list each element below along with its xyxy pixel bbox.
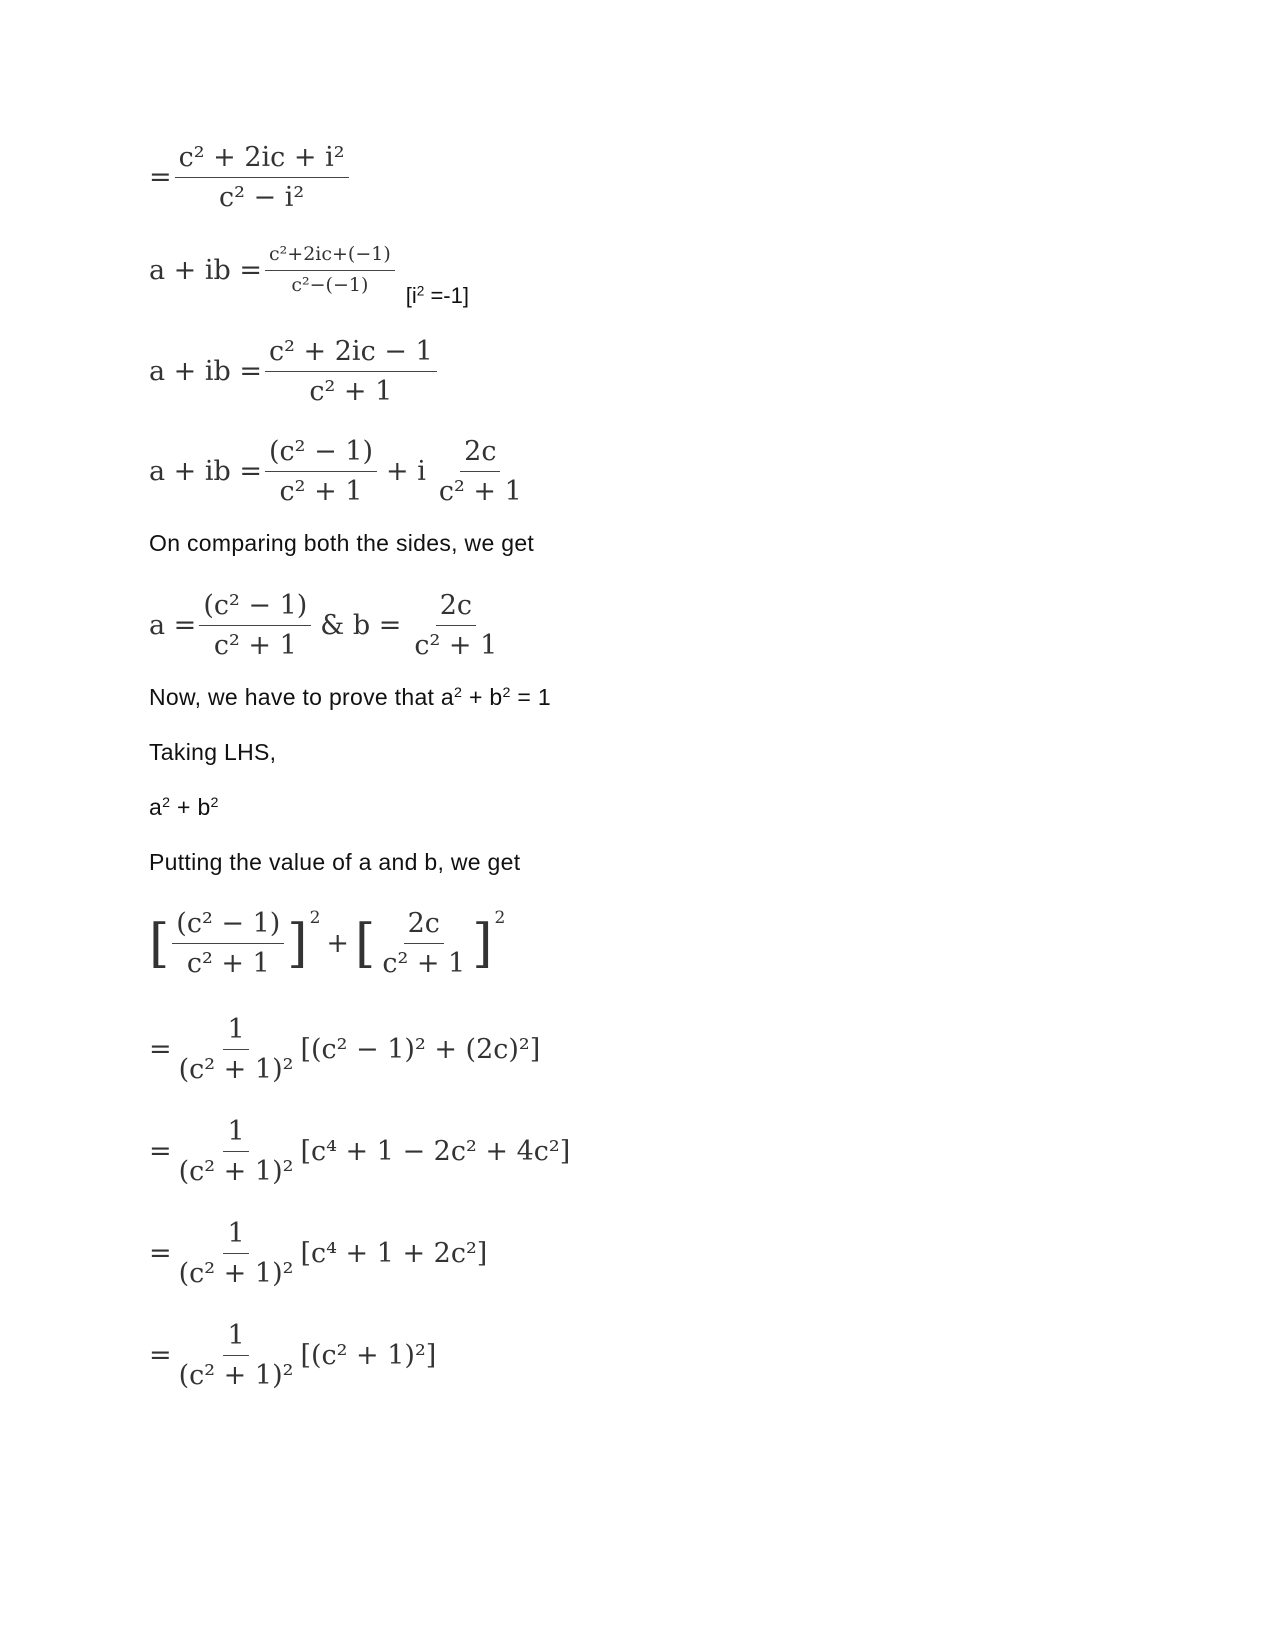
numerator: c² + 2ic + i² (175, 142, 349, 178)
fraction (175, 142, 349, 213)
equals-sign: = (149, 1238, 172, 1270)
fraction (265, 336, 437, 407)
fraction (175, 1320, 298, 1391)
numerator: (c² − 1) (265, 436, 377, 472)
numerator: 1 (223, 1320, 248, 1356)
fraction (265, 244, 395, 297)
text-putting-values: Putting the value of a and b, we get (149, 849, 521, 875)
bracket-expression: [(c² + 1)²] (300, 1340, 437, 1372)
equation-9 (149, 1218, 487, 1289)
denominator: c² + 1 (382, 948, 466, 980)
equation-8 (149, 1116, 570, 1187)
plus-sign: + (326, 928, 350, 960)
fraction (175, 1014, 298, 1085)
denominator: (c² + 1)² (178, 1258, 294, 1290)
fraction-b (410, 590, 501, 661)
text-a2-b2: $a^2 + b^2$ (149, 794, 219, 820)
denominator: c² + 1 (279, 476, 363, 508)
equation-6 (149, 908, 505, 979)
bracket-expression: [(c² − 1)² + (2c)²] (300, 1034, 541, 1066)
bracket-expression: [c⁴ + 1 + 2c²] (300, 1238, 488, 1270)
numerator: 2c (460, 436, 500, 472)
fraction-a (199, 590, 311, 661)
numerator: (c² − 1) (172, 908, 284, 944)
plus-i: + i (386, 456, 426, 488)
bracket-expression: [c⁴ + 1 − 2c² + 4c²] (300, 1136, 571, 1168)
equation-3 (149, 336, 440, 407)
denominator: (c² + 1)² (178, 1156, 294, 1188)
numerator: 2c (404, 908, 444, 944)
text-taking-lhs: Taking LHS, (149, 739, 277, 765)
fraction (175, 1116, 298, 1187)
and-b: & b = (320, 610, 402, 642)
equation-4 (149, 436, 529, 507)
fraction-real-part (265, 436, 377, 507)
text-prove: Now, we have to prove that $a^2 + b^2 = 1$ (149, 684, 551, 710)
equals-sign: = (149, 1034, 172, 1066)
numerator: c²+2ic+(−1) (265, 244, 395, 271)
fraction (378, 908, 469, 979)
denominator: c² + 1 (309, 376, 393, 408)
fraction-imaginary-part (435, 436, 526, 507)
equals-sign: = (149, 1136, 172, 1168)
numerator: c² + 2ic − 1 (265, 336, 437, 372)
equation-lhs: a = (149, 610, 197, 642)
denominator: c² + 1 (213, 630, 297, 662)
numerator: 2c (436, 590, 476, 626)
text-comparing: On comparing both the sides, we get (149, 530, 535, 556)
bracket-group-2: [ $\frac{2c}{\text{c² + 1}}$ ] 2 (355, 908, 506, 980)
numerator: 1 (223, 1218, 248, 1254)
denominator: c²−(−1) (291, 273, 369, 296)
substitution-note: $[i^2 =-1]$ (405, 282, 469, 308)
equation-2 (149, 243, 469, 308)
equals-sign: = (149, 162, 172, 194)
numerator: 1 (223, 1116, 248, 1152)
denominator: c² − i² (218, 182, 305, 214)
equation-7 (149, 1014, 540, 1085)
denominator: (c² + 1)² (178, 1360, 294, 1392)
fraction (175, 1218, 298, 1289)
denominator: c² + 1 (186, 948, 270, 980)
equation-lhs: a + ib = (149, 356, 263, 388)
denominator: c² + 1 (438, 476, 522, 508)
equals-sign: = (149, 1340, 172, 1372)
numerator: 1 (223, 1014, 248, 1050)
numerator: (c² − 1) (199, 590, 311, 626)
equation-1 (149, 142, 352, 213)
denominator: c² + 1 (414, 630, 498, 662)
equation-10 (149, 1320, 436, 1391)
fraction (172, 908, 284, 979)
denominator: (c² + 1)² (178, 1054, 294, 1086)
bracket-group-1: [ $\frac{\text{(c² − 1)}}{\text{c² + 1}}$ ] 2 (149, 908, 321, 980)
equation-5 (149, 590, 504, 661)
equation-lhs: a + ib = (149, 254, 263, 286)
equation-lhs: a + ib = (149, 456, 263, 488)
